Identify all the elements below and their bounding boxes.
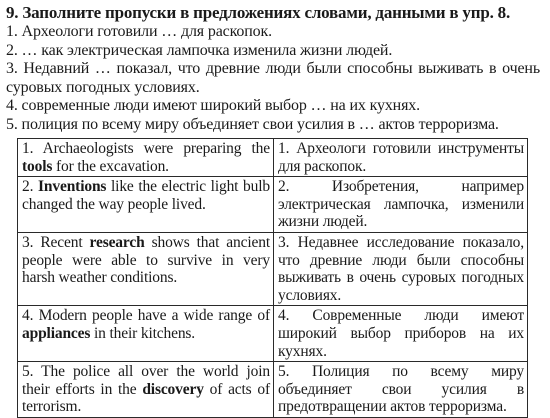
russian-translation-cell: 5. Полиция по всему миру объединяет свои усилия в предотвращении актов терроризма. — [274, 362, 528, 418]
exercise-task-list — [6, 23, 540, 135]
table-row — [18, 306, 528, 362]
table-row — [18, 177, 528, 233]
task-line-2: 2. … как электрическая лампочка изменила жизни людей. — [6, 41, 393, 59]
task-line-5: 5. полиция по всему миру объединяет свои усилия в … актов терроризма. — [6, 115, 499, 133]
english-answer-cell: 1. Archaeologists were preparing the tools for the excavation. — [18, 139, 274, 177]
task-line-3: 3. Недавний … показал, что древние люди были способны выживать в очень суровых погодных условиях. — [6, 60, 540, 96]
russian-translation-cell: 2. Изобретения, например электрическая лампочка, изменили жизни людей. — [274, 177, 528, 233]
exercise-heading: 9. Заполните пропуски в предложениях словами, данными в упр. 8. — [6, 3, 511, 22]
keyword: Inventions — [38, 178, 107, 196]
answer-table — [17, 138, 528, 418]
table-row — [18, 139, 528, 177]
english-answer-cell: 5. The police all over the world join their efforts in the discovery of acts of terrorism. — [18, 362, 274, 418]
english-answer-cell: 4. Modern people have a wide range of appliances in their kitchens. — [18, 306, 274, 362]
keyword: discovery — [142, 380, 204, 398]
russian-translation-cell: 3. Недавнее исследование показало, что древние люди были способны выживать в очень суровых погодных условиях. — [274, 232, 528, 305]
keyword: appliances — [22, 324, 91, 342]
task-line-4: 4. современные люди имеют широкий выбор … на их кухнях. — [6, 97, 420, 115]
english-answer-cell: 3. Recent research shows that ancient people were able to survive in very harsh weather conditions. — [18, 232, 274, 305]
task-line-1: 1. Археологи готовили … для раскопок. — [6, 23, 272, 40]
russian-translation-cell: 1. Археологи готовили инструменты для раскопок. — [274, 139, 528, 177]
english-answer-cell: 2. Inventions like the electric light bulb changed the way people lived. — [18, 177, 274, 233]
keyword: research — [89, 233, 145, 251]
table-row — [18, 232, 528, 305]
table-row — [18, 362, 528, 418]
russian-translation-cell: 4. Современные люди имеют широкий выбор приборов на их кухнях. — [274, 306, 528, 362]
keyword: tools — [22, 157, 53, 175]
